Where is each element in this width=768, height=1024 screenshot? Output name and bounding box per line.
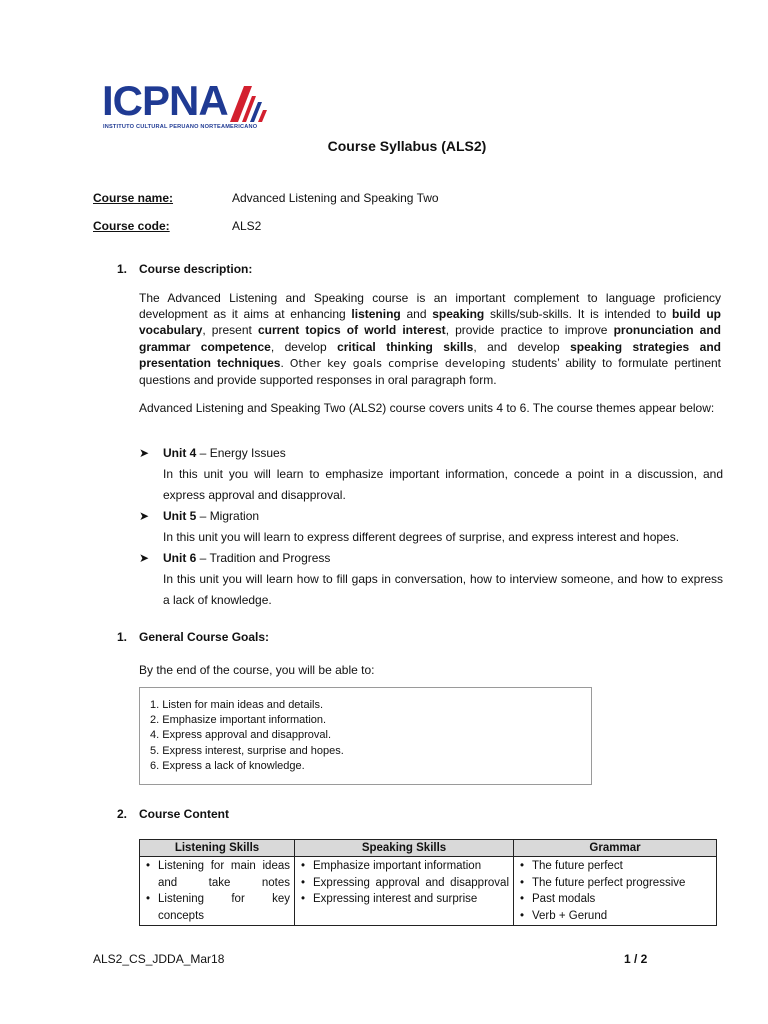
listening-cell [140,857,295,926]
icpna-logo [102,77,272,134]
speaking-cell [295,857,514,926]
table-header-row [140,840,717,857]
text-run: skills/sub-skills. It is intended to [484,307,672,322]
list-item: • Expressing approval and disapproval [299,875,509,892]
unit-dash: – [196,509,210,523]
unit-description: In this unit you will learn to express different degrees of surprise, and express interest and hopes. [163,530,680,544]
list-item: 5. Express interest, surprise and hopes. [150,744,344,757]
arrow-bullet-icon: ➤ [139,551,150,565]
text-run: and [400,307,433,322]
logo-flag-icon [222,86,268,122]
text-run: , develop [270,339,338,354]
section-number: 2. [117,807,128,821]
unit-heading [163,509,259,523]
unit-label: Unit 6 [163,551,197,565]
footer-document-code: ALS2_CS_JDDA_Mar18 [93,952,225,966]
list-item: 2. Emphasize important information. [150,714,327,727]
section-title-goals: General Course Goals: [139,630,270,644]
course-name-label: Course name: [93,191,174,205]
text-run: Other key goals comprise developing [289,356,506,370]
logo-subtitle: INSTITUTO CULTURAL PERUANO NORTEAMERICANO [103,124,258,130]
list-item: • Emphasize important information [299,858,509,875]
bold-run: speaking [432,307,485,322]
list-item: • Past modals [518,891,712,908]
bold-run: build up vocabulary [139,307,722,338]
unit-dash: – [196,446,210,460]
text-run: , and develop [473,339,571,354]
course-code-label: Course code: [93,219,170,233]
text-run: , provide practice to improve [445,323,614,338]
bold-run: current topics of world interest [257,323,446,338]
table-row [140,857,717,926]
bold-run: listening [351,307,401,322]
list-item: 6. Express a lack of knowledge. [150,759,305,772]
footer-page-number: 1 / 2 [624,952,648,966]
course-description-paragraph [139,290,721,388]
logo-wordmark: ICPNA [102,77,228,124]
unit-heading [163,446,286,460]
text-run: , present [202,323,258,338]
unit-heading [163,551,330,565]
text-run: . [280,355,290,370]
section-number: 1. [117,630,128,644]
grammar-cell [514,857,717,926]
bold-run: speaking strategies and presentation techniques [139,339,721,370]
column-header: Speaking Skills [295,840,514,857]
list-item: 1. Listen for main ideas and details. [150,699,324,711]
text-run: The Advanced Listening and Speaking course is an important complement to language proficiency development as it aims at enhancing [139,291,721,322]
list-item: • Listening for main ideas and take notes [144,858,290,891]
unit-label: Unit 4 [163,446,197,460]
course-name-value: Advanced Listening and Speaking Two [232,191,439,205]
list-item: • Listening for key concepts [144,891,290,924]
unit-theme: Energy Issues [209,446,286,460]
goals-intro: By the end of the course, you will be able to: [139,663,375,677]
section-number: 1. [117,262,128,276]
bold-run: critical thinking skills [337,339,474,354]
unit-label: Unit 5 [163,509,197,523]
list-item: • Verb + Gerund [518,908,712,925]
column-header: Listening Skills [140,840,295,857]
course-coverage-paragraph: Advanced Listening and Speaking Two (ALS2) course covers units 4 to 6. The course themes appear below: [139,401,715,415]
column-header: Grammar [514,840,717,857]
section-title-content: Course Content [139,807,229,821]
course-content-table [139,839,717,926]
goals-box [139,687,592,785]
unit-description: In this unit you will learn to emphasize important information, concede a point in a discussion, and express approval and disapproval. [163,467,723,502]
unit-theme: Tradition and Progress [209,551,331,565]
course-code-value: ALS2 [232,219,262,233]
arrow-bullet-icon: ➤ [139,446,150,460]
list-item: • The future perfect [518,858,712,875]
unit-dash: – [196,551,210,565]
section-title-description: Course description: [139,262,253,276]
unit-description: In this unit you will learn how to fill gaps in conversation, how to interview someone, and how to express a lack of knowledge. [163,572,723,607]
list-item: • The future perfect progressive [518,875,712,892]
page-title: Course Syllabus (ALS2) [327,138,487,154]
bold-run: pronunciation and grammar competence [139,323,721,354]
text-run: students’ ability to formulate pertinent questions and provide supported responses in oral paragraph form. [139,355,721,388]
list-item: • Expressing interest and surprise [299,891,509,908]
unit-theme: Migration [209,509,260,523]
list-item: 4. Express approval and disapproval. [150,729,331,742]
goals-list [150,698,344,774]
arrow-bullet-icon: ➤ [139,509,150,523]
